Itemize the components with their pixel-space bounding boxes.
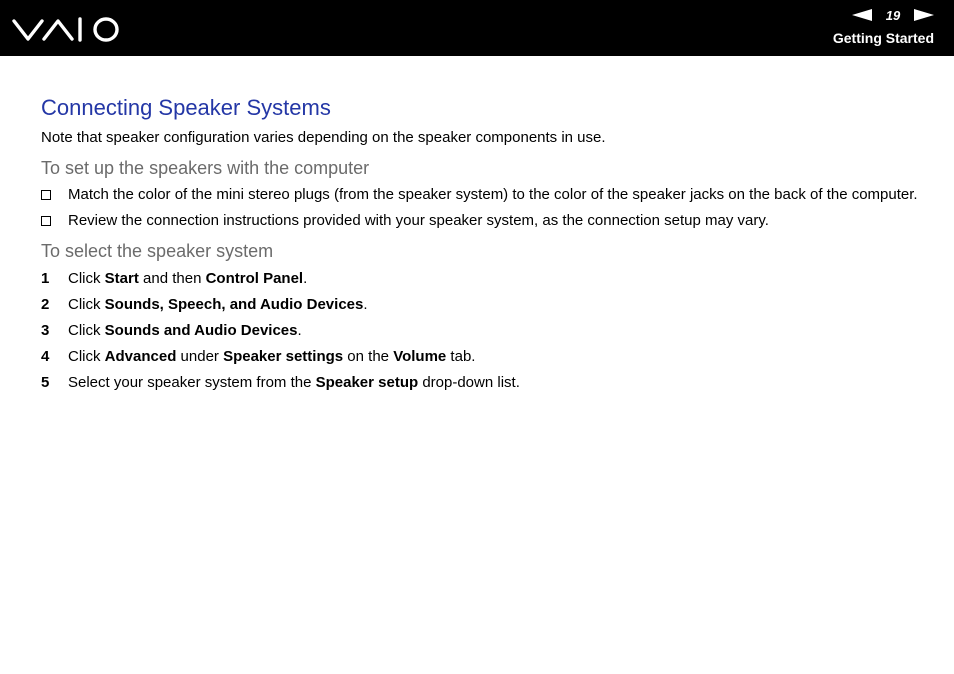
page-number: 19	[885, 7, 901, 23]
step-number: 4	[41, 348, 50, 365]
step-text: and then	[138, 270, 206, 287]
step-text: .	[297, 322, 302, 339]
step-keyword: Sounds and Audio Devices	[104, 322, 298, 339]
page-header	[0, 0, 954, 56]
subheading-setup: To set up the speakers with the computer	[41, 158, 370, 178]
step-text: Click	[68, 296, 105, 313]
step-item	[41, 374, 921, 392]
step-text: Select your speaker system from the	[68, 374, 316, 391]
step-text: Click	[68, 270, 105, 287]
vaio-logo	[12, 15, 122, 43]
step-text: .	[363, 296, 368, 313]
next-arrow-icon[interactable]	[914, 9, 934, 21]
step-item	[41, 322, 921, 340]
checkbox-bullet-icon	[41, 190, 51, 200]
step-item	[41, 296, 921, 314]
step-number: 5	[41, 374, 50, 391]
step-text: drop-down list.	[418, 374, 520, 391]
setup-bullet-list	[41, 185, 921, 230]
step-text: under	[176, 348, 224, 365]
step-keyword: Advanced	[104, 348, 177, 365]
step-number: 1	[41, 270, 50, 287]
page-navigation	[852, 6, 934, 24]
step-text: tab.	[446, 348, 476, 365]
step-keyword: Volume	[393, 348, 447, 365]
step-number: 2	[41, 296, 50, 313]
step-text: on the	[343, 348, 394, 365]
step-keyword: Speaker setup	[315, 374, 419, 391]
subheading-select: To select the speaker system	[41, 241, 274, 261]
page-title: Connecting Speaker Systems	[41, 95, 331, 120]
step-keyword: Start	[104, 270, 139, 287]
prev-arrow-icon[interactable]	[852, 9, 872, 21]
list-item	[41, 185, 921, 204]
main-content	[41, 94, 921, 400]
step-text: .	[303, 270, 308, 287]
step-text: Click	[68, 322, 105, 339]
intro-text: Note that speaker configuration varies depending on the speaker components in use.	[41, 129, 606, 146]
step-keyword: Control Panel	[205, 270, 304, 287]
step-keyword: Speaker settings	[223, 348, 344, 365]
checkbox-bullet-icon	[41, 216, 51, 226]
section-title: Getting Started	[832, 30, 934, 46]
bullet-text: Match the color of the mini stereo plugs (from the speaker system) to the color of the speaker jacks on the back of the computer.	[68, 186, 918, 203]
step-item	[41, 348, 921, 366]
step-keyword: Sounds, Speech, and Audio Devices	[104, 296, 364, 313]
step-item	[41, 270, 921, 288]
step-text: Click	[68, 348, 105, 365]
list-item	[41, 211, 921, 230]
bullet-text: Review the connection instructions provided with your speaker system, as the connection setup may vary.	[68, 212, 769, 229]
step-number: 3	[41, 322, 50, 339]
steps-list	[41, 270, 921, 392]
